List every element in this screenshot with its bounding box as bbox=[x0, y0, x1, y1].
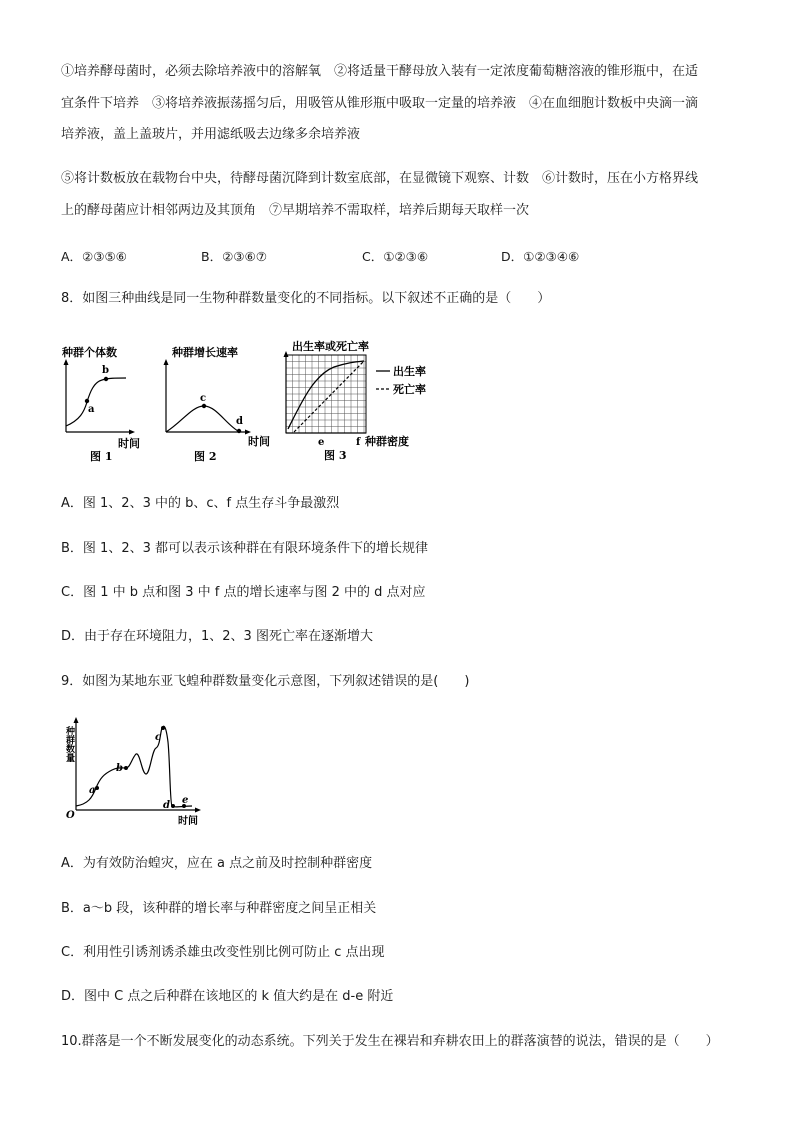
fig1-point-a bbox=[85, 399, 89, 403]
fig2-ylabel: 种群增长速率 bbox=[172, 346, 238, 359]
fig3-xlabel: 种群密度 bbox=[365, 435, 409, 448]
fig2-x-arrow bbox=[245, 430, 251, 435]
fig3-birth-curve bbox=[288, 361, 364, 429]
fig2-point-c bbox=[202, 404, 206, 408]
q7-option-d[interactable]: D．①②③④⑥ bbox=[501, 249, 580, 264]
q9-ylabel: 种群数量 bbox=[64, 726, 74, 762]
q8-figure-2 bbox=[158, 340, 273, 465]
fig2-curve bbox=[166, 406, 238, 432]
q7-line-2: 宜条件下培养 ③将培养液振荡摇匀后，用吸管从锥形瓶中吸取一定量的培养液 ④在血细胞计数板中央滴一滴 bbox=[61, 96, 699, 111]
q8-figure-1 bbox=[60, 340, 150, 465]
fig3-label-f: f bbox=[356, 437, 361, 448]
q9-point-b bbox=[124, 766, 128, 770]
q8-option-c[interactable]: C．图 1 中 b 点和图 3 中 f 点的增长速率与图 2 中的 d 点对应 bbox=[61, 585, 426, 600]
q8-option-d[interactable]: D．由于存在环境阻力，1、2、3 图死亡率在逐渐增大 bbox=[61, 629, 373, 644]
q9-origin: O bbox=[66, 810, 75, 821]
q9-label-b: b bbox=[116, 763, 123, 774]
fig1-ylabel: 种群个体数 bbox=[62, 346, 117, 359]
q9-label-d: d bbox=[163, 800, 170, 811]
fig1-label-a: a bbox=[88, 404, 95, 415]
q7-line-1: ①培养酵母菌时，必须去除培养液中的溶解氧 ②将适量干酵母放入装有一定浓度葡萄糖溶液的锥形瓶中，在适 bbox=[61, 64, 699, 79]
q7-option-a[interactable]: A．②③⑤⑥ bbox=[61, 249, 127, 264]
fig1-xlabel: 时间 bbox=[118, 437, 140, 450]
q7-option-b[interactable]: B．②③⑥⑦ bbox=[201, 249, 267, 264]
q7-option-c[interactable]: C．①②③⑥ bbox=[362, 249, 429, 264]
q9-option-b[interactable]: B．a～b 段，该种群的增长率与种群密度之间呈正相关 bbox=[61, 901, 377, 916]
fig3-legend-death: 死亡率 bbox=[393, 383, 426, 396]
fig3-grid bbox=[286, 355, 366, 433]
fig1-curve bbox=[66, 378, 126, 426]
fig1-x-arrow bbox=[129, 430, 135, 435]
fig3-y-arrow bbox=[284, 351, 289, 357]
q9-y-arrow bbox=[74, 717, 79, 723]
q9-option-d[interactable]: D．图中 C 点之后种群在该地区的 k 值大约是在 d-e 附近 bbox=[61, 989, 394, 1004]
fig1-point-b bbox=[104, 377, 108, 381]
fig1-y-arrow bbox=[64, 359, 69, 365]
q8-option-a[interactable]: A．图 1、2、3 中的 b、c、f 点生存斗争最激烈 bbox=[61, 496, 340, 511]
q8-stem: 8．如图三种曲线是同一生物种群数量变化的不同指标。以下叙述不正确的是（ ） bbox=[61, 291, 551, 306]
q9-figure bbox=[60, 712, 210, 832]
q7-line-3: 培养液，盖上盖玻片，并用滤纸吸去边缘多余培养液 bbox=[61, 127, 361, 142]
q7-line-4: ⑤将计数板放在载物台中央，待酵母菌沉降到计数室底部，在显微镜下观察、计数 ⑥计数时，压在小方格界线 bbox=[61, 171, 699, 186]
fig1-caption: 图 1 bbox=[90, 450, 113, 463]
q9-x-arrow bbox=[195, 808, 201, 813]
q9-option-c[interactable]: C．利用性引诱剂诱杀雄虫改变性别比例可防止 c 点出现 bbox=[61, 945, 385, 960]
q10-stem: 10.群落是一个不断发展变化的动态系统。下列关于发生在裸岩和弃耕农田上的群落演替的说法，错误的是（ ） bbox=[61, 1034, 719, 1049]
q9-label-e: e bbox=[182, 795, 189, 806]
fig2-label-d: d bbox=[236, 416, 243, 427]
fig3-label-e: e bbox=[318, 437, 325, 448]
fig2-y-arrow bbox=[164, 359, 169, 365]
q9-option-a[interactable]: A．为有效防治蝗灾，应在 a 点之前及时控制种群密度 bbox=[61, 856, 373, 871]
q8-figure-3 bbox=[280, 337, 460, 465]
q9-point-a bbox=[95, 786, 99, 790]
q9-point-c bbox=[161, 726, 165, 730]
q9-point-d bbox=[171, 804, 175, 808]
fig1-label-b: b bbox=[102, 365, 109, 376]
fig2-point-d bbox=[237, 429, 241, 433]
q9-stem: 9．如图为某地东亚飞蝗种群数量变化示意图，下列叙述错误的是( ) bbox=[61, 674, 470, 689]
fig2-label-c: c bbox=[200, 393, 207, 404]
fig3-legend-birth: 出生率 bbox=[393, 365, 426, 378]
fig3-caption: 图 3 bbox=[324, 449, 347, 462]
q9-label-c: c bbox=[155, 732, 162, 743]
q7-line-5: 上的酵母菌应计相邻两边及其顶角 ⑦早期培养不需取样，培养后期每天取样一次 bbox=[61, 203, 530, 218]
fig3-ylabel: 出生率或死亡率 bbox=[292, 340, 369, 353]
q9-label-a: a bbox=[89, 785, 96, 796]
q9-xlabel: 时间 bbox=[178, 816, 198, 827]
q8-option-b[interactable]: B．图 1、2、3 都可以表示该种群在有限环境条件下的增长规律 bbox=[61, 541, 428, 556]
fig2-caption: 图 2 bbox=[194, 450, 217, 463]
fig2-xlabel: 时间 bbox=[248, 435, 270, 448]
